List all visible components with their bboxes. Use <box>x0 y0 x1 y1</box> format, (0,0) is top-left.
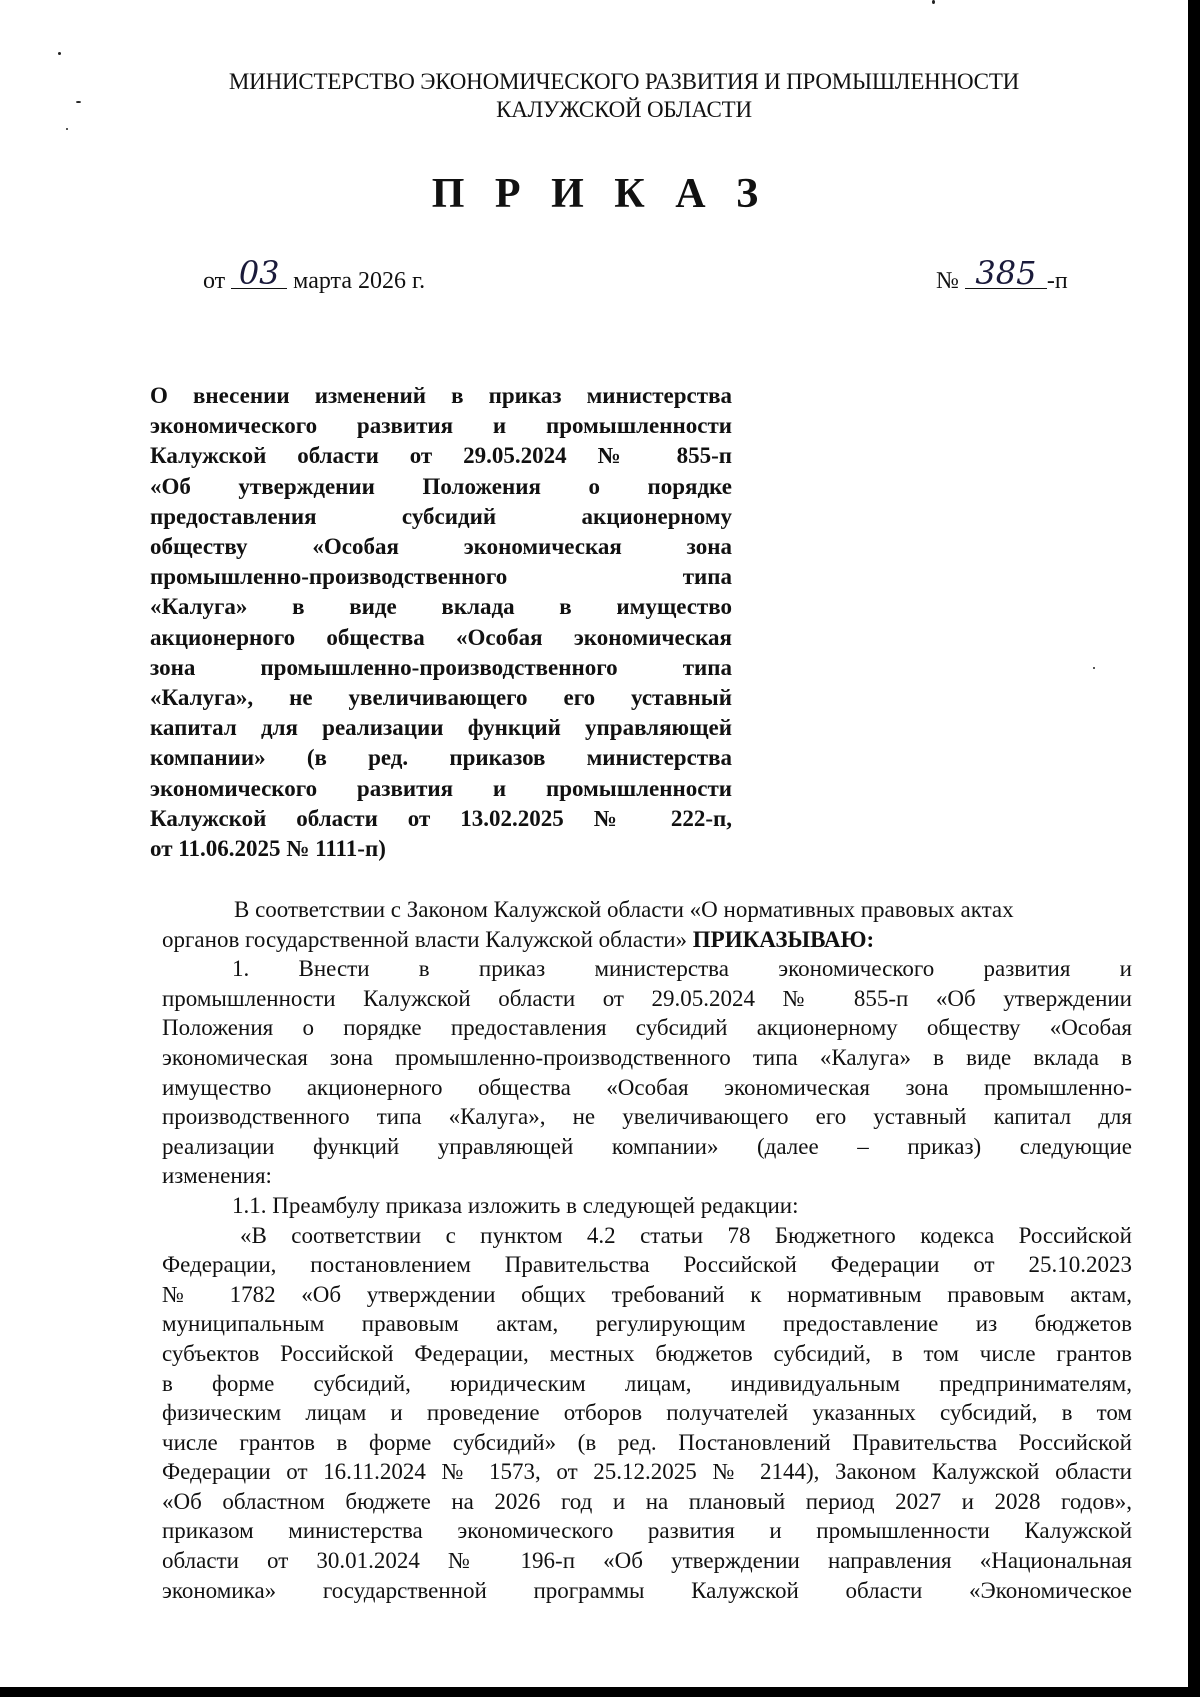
quote-line: Федерации от 16.11.2024 № 1573, от 25.12.2025 № 2144), Законом Калужской области <box>162 1459 1132 1485</box>
number-prefix: № <box>936 268 959 294</box>
order-body <box>162 895 1132 1605</box>
subject-line: обществу «Особая экономическая зона <box>150 534 732 560</box>
subject-line: Калужской области от 13.02.2025 № 222-п, <box>150 805 732 831</box>
quote-line: «Об областном бюджете на 2026 год и на плановый период 2027 и 2028 годов», <box>162 1488 1132 1514</box>
scan-border-right <box>1188 0 1200 1697</box>
subject-line: капитал для реализации функций управляющей <box>150 715 732 741</box>
quote-line: числе грантов в форме субсидий» (в ред. Постановлений Правительства Российской <box>162 1429 1132 1455</box>
subject-line: «Калуга», не увеличивающего его уставный <box>150 685 732 711</box>
subject-line: предоставления субсидий акционерному <box>150 503 732 529</box>
item-1-line: имущество акционерного общества «Особая экономическая зона промышленно- <box>162 1074 1132 1100</box>
item-1-1-line: 1.1. Преамбулу приказа изложить в следующей редакции: <box>232 1192 799 1218</box>
scan-border-bottom <box>0 1687 1200 1697</box>
item-1-line: Положения о порядке предоставления субсидий акционерному обществу «Особая <box>162 1015 1132 1041</box>
order-subject <box>150 381 732 864</box>
ministry-heading <box>150 68 1098 124</box>
item-1-line: производственного типа «Калуга», не увеличивающего его уставный капитал для <box>162 1104 1132 1130</box>
date-prefix: от <box>203 268 226 294</box>
subject-line: акционерного общества «Особая экономическая <box>150 624 732 650</box>
preamble-line: В соответствии с Законом Калужской области «О нормативных правовых актах <box>234 897 1014 922</box>
quote-line: физическим лицам и проведение отборов получателей указанных субсидий, в том <box>162 1400 1132 1426</box>
scan-speck <box>932 0 935 4</box>
date-month-year: марта 2026 г. <box>293 268 426 294</box>
item-1-line: промышленности Калужской области от 29.05.2024 № 855-п «Об утверждении <box>162 985 1132 1011</box>
quote-line: в форме субсидий, юридическим лицам, индивидуальным предпринимателям, <box>162 1370 1132 1396</box>
item-1-line: 1. Внести в приказ министерства экономического развития и <box>232 956 1132 982</box>
subject-line: «Об утверждении Положения о порядке <box>150 473 732 499</box>
scan-speck <box>66 128 68 130</box>
quote-line: Федерации, постановлением Правительства Российской Федерации от 25.10.2023 <box>162 1252 1132 1278</box>
order-number <box>936 254 1068 295</box>
subject-line: Калужской области от 29.05.2024 № 855-п <box>150 443 732 469</box>
subject-line: «Калуга» в виде вклада в имущество <box>150 594 732 620</box>
preamble-text: органов государственной власти Калужской области» <box>162 926 688 952</box>
quote-line: «В соответствии с пунктом 4.2 статьи 78 Бюджетного кодекса Российской <box>240 1222 1132 1248</box>
subject-line: О внесении изменений в приказ министерства <box>150 383 732 408</box>
decree-word: ПРИКАЗЫВАЮ: <box>692 926 875 952</box>
subject-line: от 11.06.2025 № 1111-п) <box>150 836 386 862</box>
subject-line: экономического развития и промышленности <box>150 775 732 801</box>
ministry-line-1: МИНИСТЕРСТВО ЭКОНОМИЧЕСКОГО РАЗВИТИЯ И ПРОМЫШЛЕННОСТИ <box>228 69 1020 94</box>
date-day-handwritten: 03 <box>231 258 287 289</box>
ministry-line-2: КАЛУЖСКОЙ ОБЛАСТИ <box>496 97 752 122</box>
number-suffix: -п <box>1046 268 1068 294</box>
subject-line: компании» (в ред. приказов министерства <box>150 745 732 771</box>
item-1-line: изменения: <box>162 1163 272 1189</box>
quote-line: области от 30.01.2024 № 196-п «Об утверждении направления «Национальная <box>162 1548 1132 1574</box>
quote-line: муниципальным правовым актам, регулирующим предоставление из бюджетов <box>162 1311 1132 1337</box>
quote-line: экономика» государственной программы Калужской области «Экономическое <box>162 1577 1132 1603</box>
quote-line: № 1782 «Об утверждении общих требований к нормативным правовым актам, <box>162 1281 1132 1307</box>
subject-line: экономического развития и промышленности <box>150 413 732 439</box>
item-1-line: реализации функций управляющей компании» (далее – приказ) следующие <box>162 1133 1132 1159</box>
subject-line: зона промышленно-производственного типа <box>150 654 732 680</box>
subject-line: промышленно-производственного типа <box>150 564 732 590</box>
quote-line: приказом министерства экономического развития и промышленности Калужской <box>162 1518 1132 1544</box>
order-title: П Р И К А З <box>431 171 769 217</box>
scan-speck <box>76 101 81 103</box>
item-1-line: экономическая зона промышленно-производственного типа «Калуга» в виде вклада в <box>162 1044 1132 1070</box>
scan-speck <box>1093 667 1095 669</box>
number-handwritten: 385 <box>965 258 1047 289</box>
order-date <box>203 254 426 295</box>
preamble-line <box>162 925 1132 955</box>
quote-line: субъектов Российской Федерации, местных бюджетов субсидий, в том числе грантов <box>162 1340 1132 1366</box>
scan-speck <box>58 52 61 55</box>
